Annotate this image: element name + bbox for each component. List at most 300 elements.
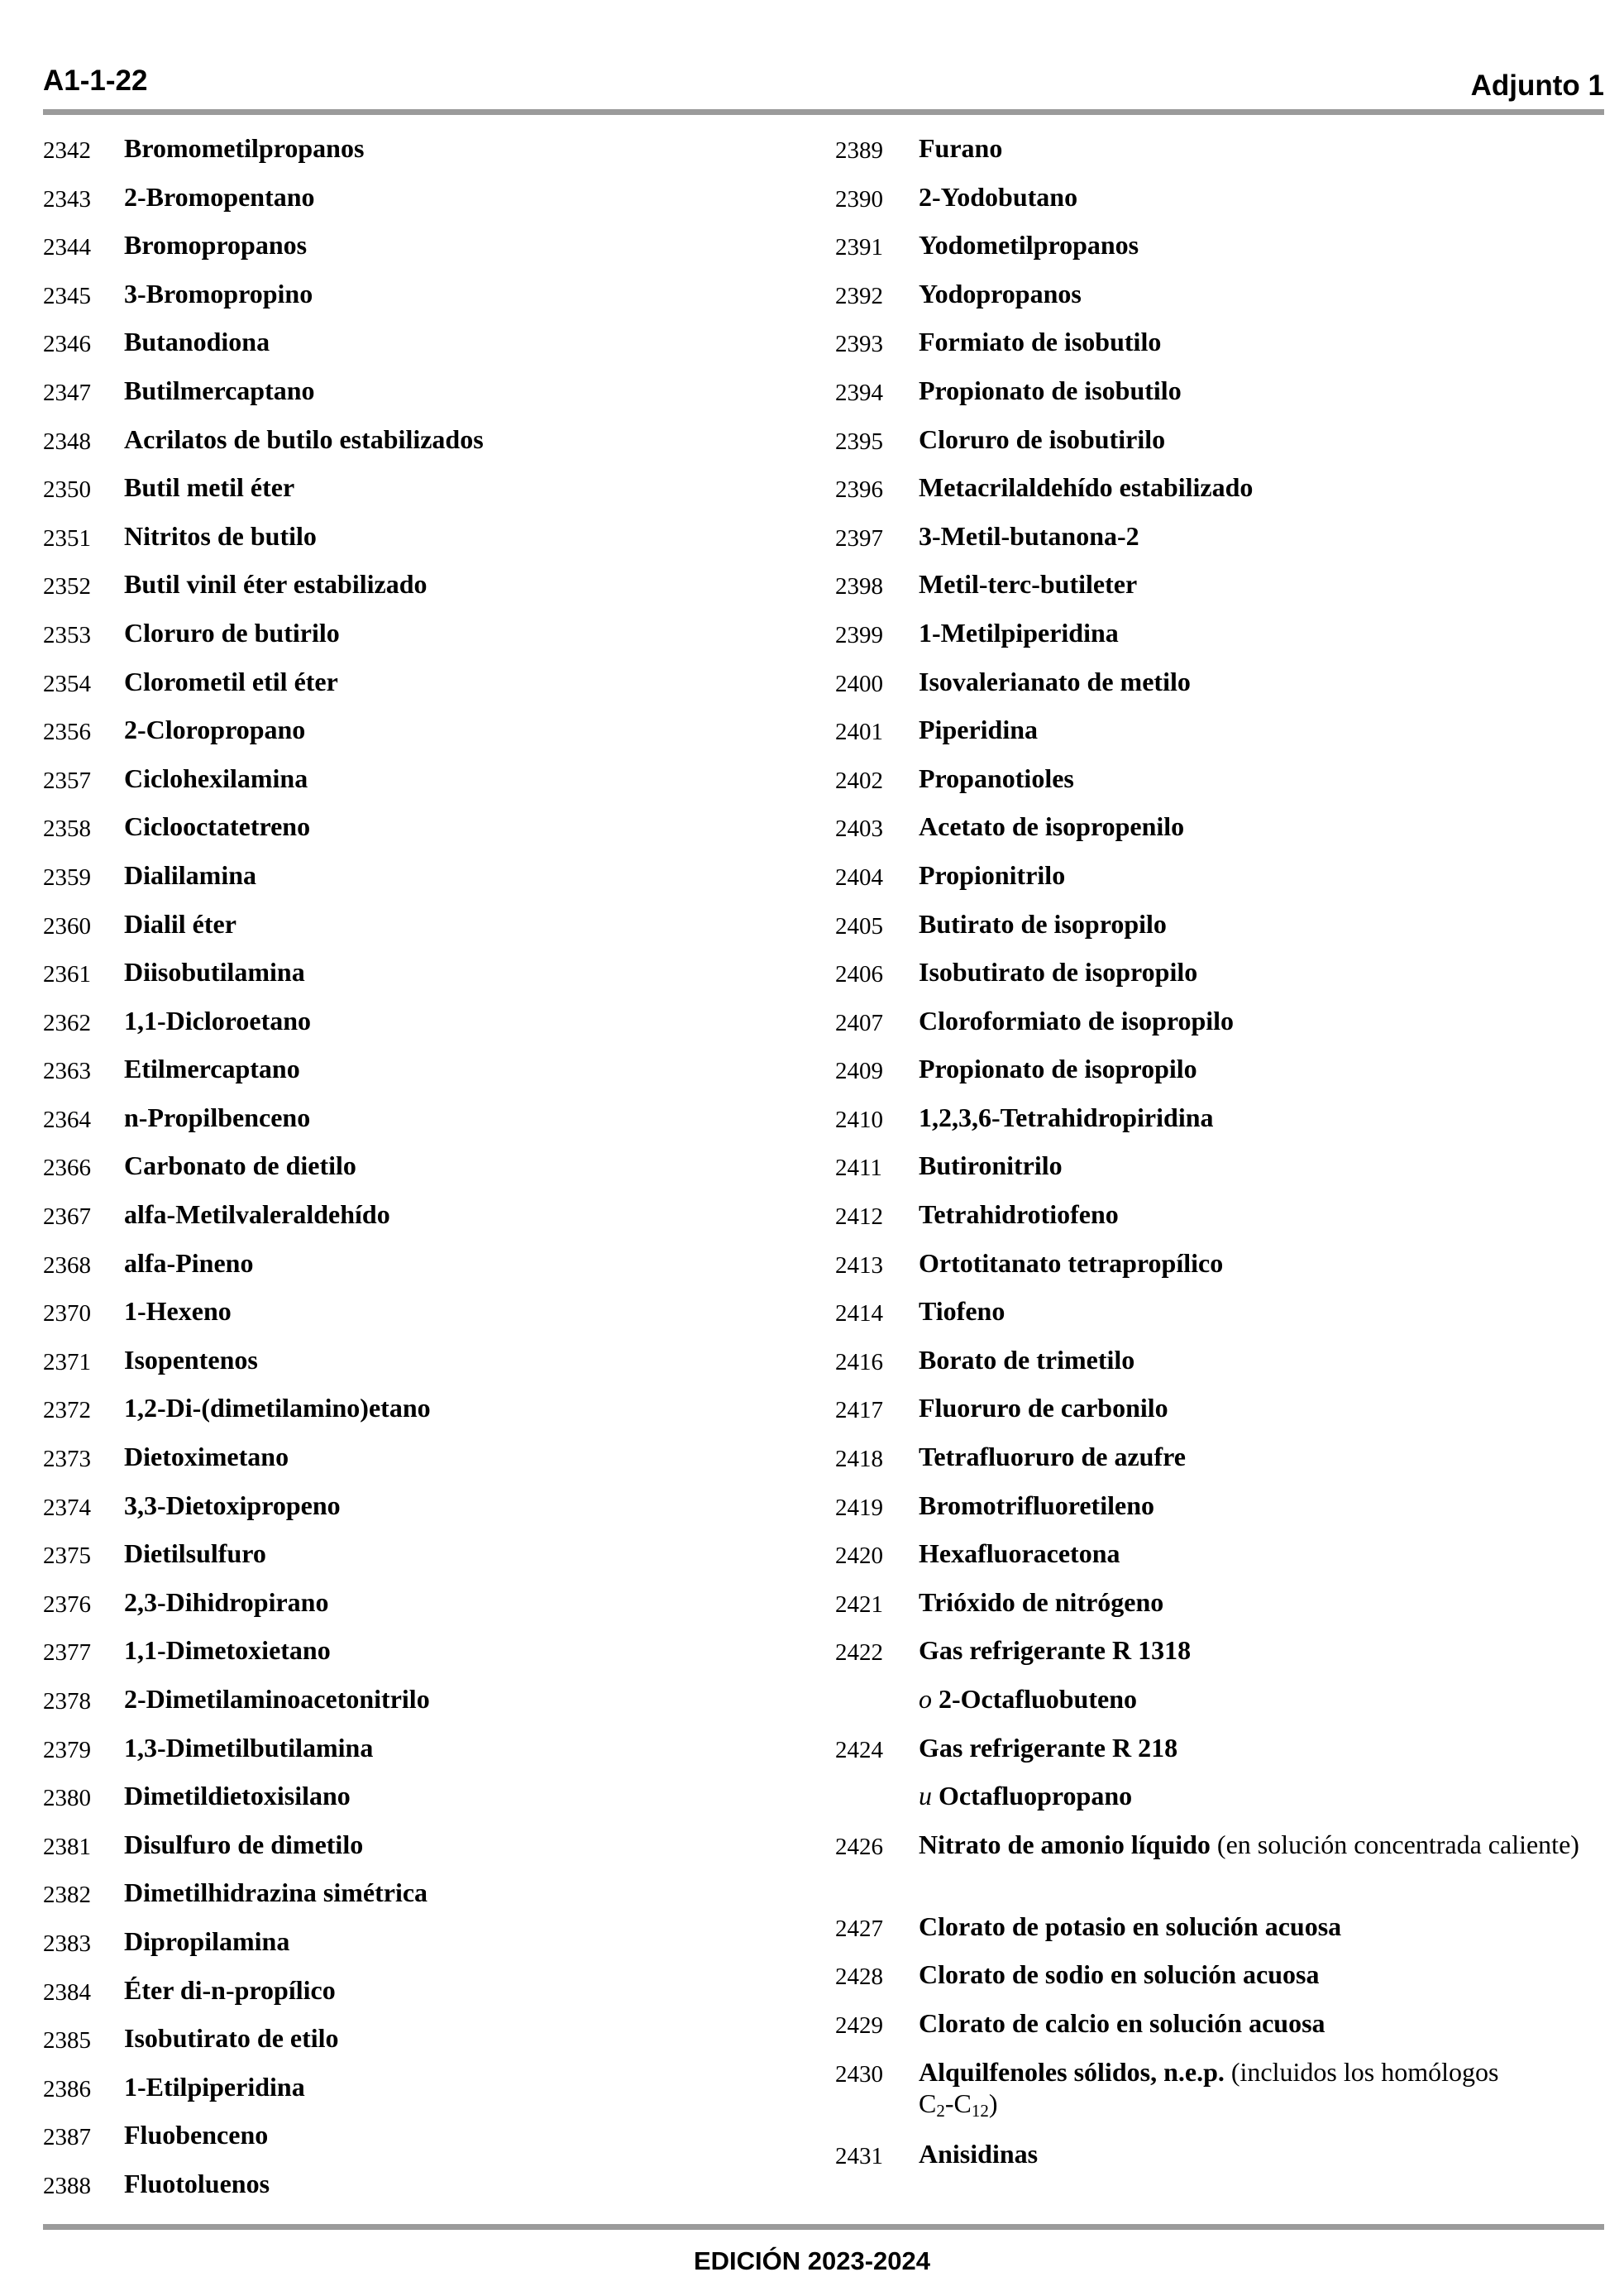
substance-name-text: Octafluopropano (939, 1781, 1133, 1811)
un-number: 2412 (835, 1203, 883, 1231)
un-number: 2390 (835, 185, 883, 213)
list-item (43, 423, 787, 472)
substance-name (919, 326, 1161, 357)
substance-name-text: Anisidinas (919, 2138, 1039, 2169)
list-item (835, 1586, 1579, 1635)
substance-name (124, 956, 305, 988)
list-item (835, 1911, 1579, 1959)
footer-rule (43, 2224, 1604, 2230)
substance-name-text: Metil-terc-butileter (919, 569, 1138, 600)
un-number: 2396 (835, 476, 883, 504)
un-number: 2413 (835, 1251, 883, 1279)
list-item (43, 1150, 787, 1198)
substance-name (124, 1634, 331, 1666)
substance-name-text: 1,2,3,6-Tetrahidropiridina (919, 1102, 1214, 1132)
substance-name (124, 811, 310, 842)
list-item (43, 229, 787, 278)
list-item (835, 132, 1579, 181)
un-number (835, 1683, 919, 1688)
un-number: 2409 (835, 1058, 883, 1085)
un-number: 2343 (43, 185, 91, 213)
substance-name-text: alfa-Metilvaleraldehído (124, 1199, 390, 1230)
list-item (43, 1634, 787, 1683)
list-item (43, 1247, 787, 1296)
substance-name (124, 181, 315, 213)
substance-name-text: 2-Bromopentano (124, 181, 315, 212)
substance-name (124, 1877, 427, 1908)
substance-name-text: Éter di-n-propílico (124, 1974, 336, 2005)
list-item (43, 1683, 787, 1732)
substance-name (124, 326, 270, 357)
substance-name (124, 471, 294, 503)
substance-name (124, 1441, 289, 1472)
un-number: 2357 (43, 767, 91, 794)
un-number: 2370 (43, 1300, 91, 1327)
substance-name (124, 568, 427, 600)
substance-name (124, 1683, 430, 1715)
substance-name-text: Fluobenceno (124, 2120, 269, 2150)
list-item (835, 1344, 1579, 1393)
substance-name-text: Propionato de isopropilo (919, 1054, 1197, 1084)
un-number: 2348 (43, 428, 91, 455)
document-code: A1-1-22 (43, 65, 148, 97)
un-number: 2406 (835, 961, 883, 988)
un-number: 2391 (835, 234, 883, 261)
list-item (835, 229, 1579, 278)
substance-name (919, 666, 1191, 697)
substance-name (124, 1925, 289, 1957)
list-item (835, 617, 1579, 666)
substance-name-text: 1,2-Di-(dimetilamino)etano (124, 1393, 431, 1423)
substance-name-text: Isobutirato de isopropilo (919, 957, 1198, 988)
list-item (43, 1441, 787, 1490)
un-number: 2419 (835, 1494, 883, 1521)
un-number: 2372 (43, 1397, 91, 1424)
un-number: 2344 (43, 234, 91, 261)
substance-name (124, 2022, 339, 2054)
un-number: 2421 (835, 1590, 883, 1618)
substance-name (124, 1586, 328, 1618)
un-number: 2377 (43, 1639, 91, 1667)
list-item (835, 520, 1579, 569)
substance-name (124, 617, 340, 648)
substance-name (124, 714, 305, 745)
list-item (835, 859, 1579, 908)
un-number: 2398 (835, 573, 883, 600)
substance-name-text: Dimetilhidrazina simétrica (124, 1877, 428, 1908)
substance-name-text: 3-Metil-butanona-2 (919, 520, 1139, 551)
un-number: 2401 (835, 719, 883, 746)
un-number: 2427 (835, 1915, 883, 1942)
substance-name-text: Gas refrigerante R 1318 (919, 1635, 1192, 1666)
list-item (835, 666, 1579, 715)
un-number: 2380 (43, 1785, 91, 1812)
list-item (835, 714, 1579, 763)
substance-name (124, 2168, 270, 2199)
substance-name-text: 1,1-Dimetoxietano (124, 1635, 331, 1666)
substance-name-text: Piperidina (919, 715, 1039, 745)
un-number: 2352 (43, 573, 91, 600)
substance-name-text: Butirato de isopropilo (919, 908, 1167, 939)
un-number: 2386 (43, 2075, 91, 2102)
list-item (43, 714, 787, 763)
section-title: Adjunto 1 (1470, 69, 1604, 102)
un-number: 2371 (43, 1348, 91, 1375)
substance-name (919, 375, 1182, 406)
substance-name (919, 1295, 1005, 1327)
un-number: 2402 (835, 767, 883, 794)
list-item (43, 1538, 787, 1586)
un-number: 2360 (43, 912, 91, 940)
conjunction: u (919, 1781, 932, 1811)
un-number: 2356 (43, 719, 91, 746)
list-item (835, 1683, 1579, 1732)
substance-name (919, 1538, 1120, 1569)
substance-name-text: 2-Cloropropano (124, 715, 306, 745)
substance-name-text: Clorato de calcio en solución acuosa (919, 2007, 1325, 2038)
substance-name-text: 1-Metilpiperidina (919, 617, 1119, 648)
substance-name (919, 714, 1038, 745)
un-number: 2430 (835, 2060, 883, 2088)
substance-name-text: Ortotitanato tetrapropílico (919, 1247, 1224, 1278)
substance-name (919, 859, 1065, 891)
substance-name-text: Dietilsulfuro (124, 1538, 266, 1569)
substance-name (919, 1441, 1186, 1472)
un-number: 2384 (43, 1978, 91, 2006)
substance-name (124, 132, 364, 164)
list-item (43, 1829, 787, 1877)
substance-name-text: n-Propilbenceno (124, 1102, 311, 1132)
substance-name-text: Furano (919, 133, 1003, 163)
list-item (43, 763, 787, 811)
substance-name (124, 666, 338, 697)
list-item (835, 181, 1579, 230)
list-item (835, 1490, 1579, 1538)
substance-name (124, 1102, 310, 1133)
substance-name (919, 1829, 1579, 1860)
un-number: 2383 (43, 1930, 91, 1957)
substance-name-text: Cloruro de butirilo (124, 617, 340, 648)
un-number: 2346 (43, 331, 91, 358)
substance-name-text: Butil vinil éter estabilizado (124, 569, 427, 600)
substance-name (124, 1392, 431, 1423)
list-item (835, 908, 1579, 957)
un-number: 2418 (835, 1446, 883, 1473)
substance-name (919, 1247, 1223, 1279)
list-item (835, 1198, 1579, 1247)
un-number: 2392 (835, 282, 883, 309)
substance-name-text: Dialilamina (124, 859, 257, 890)
substance-name (919, 1911, 1341, 1942)
un-number: 2399 (835, 621, 883, 648)
un-number: 2431 (835, 2142, 883, 2169)
formula-sub: 2 (936, 2100, 945, 2121)
un-number: 2400 (835, 670, 883, 697)
substance-name-text: Etilmercaptano (124, 1054, 300, 1084)
list-item (835, 1959, 1579, 2007)
list-item (43, 2022, 787, 2071)
header-rule (43, 109, 1604, 115)
un-number: 2382 (43, 1882, 91, 1909)
substance-name-text: Hexafluoracetona (919, 1538, 1120, 1569)
list-item (43, 181, 787, 230)
un-number: 2422 (835, 1639, 883, 1667)
list-item (835, 471, 1579, 520)
list-item (835, 1634, 1579, 1683)
substance-name-text: Nitritos de butilo (124, 520, 317, 551)
un-number: 2407 (835, 1009, 883, 1036)
list-item (43, 278, 787, 327)
substance-name-text: Isovalerianato de metilo (919, 666, 1191, 696)
substance-name (919, 1005, 1234, 1036)
substance-name-text: Metacrilaldehído estabilizado (919, 472, 1254, 503)
substance-name (919, 1392, 1168, 1423)
substance-name (919, 278, 1082, 309)
un-number: 2347 (43, 379, 91, 406)
substance-name-text: Clorometil etil éter (124, 666, 338, 696)
substance-name-text: Disulfuro de dimetilo (124, 1829, 364, 1859)
substance-name (919, 1102, 1214, 1133)
substance-name-text: Alquilfenoles sólidos, n.e.p. (919, 2056, 1225, 2087)
substance-name-text: 1-Hexeno (124, 1296, 232, 1327)
un-number: 2397 (835, 524, 883, 552)
un-number: 2373 (43, 1446, 91, 1473)
substance-name (124, 229, 307, 261)
substance-name (124, 1829, 363, 1860)
formula (919, 2088, 998, 2121)
list-item (43, 1490, 787, 1538)
substance-name (919, 1053, 1197, 1084)
substance-name-text: Butil metil éter (124, 472, 295, 503)
substance-name (919, 181, 1077, 213)
substance-name (124, 763, 308, 794)
list-item (43, 2168, 787, 2217)
substance-name (124, 1974, 336, 2006)
un-number: 2429 (835, 2011, 883, 2039)
substance-name-text: Carbonato de dietilo (124, 1150, 356, 1181)
substance-name (124, 1490, 341, 1521)
un-number: 2395 (835, 428, 883, 455)
substance-name (919, 617, 1119, 648)
un-number: 2354 (43, 670, 91, 697)
substance-name (124, 278, 313, 309)
list-item (835, 375, 1579, 423)
list-item (43, 471, 787, 520)
un-number: 2388 (43, 2172, 91, 2199)
substance-note: (incluidos los homólogos (1230, 2056, 1499, 2087)
substance-name (124, 2071, 305, 2102)
substance-name (919, 568, 1137, 600)
list-item (43, 1053, 787, 1102)
substance-name-text: Propionitrilo (919, 859, 1066, 890)
un-number: 2359 (43, 863, 91, 891)
un-number: 2353 (43, 621, 91, 648)
un-number: 2424 (835, 1736, 883, 1763)
left-column (43, 132, 787, 2217)
substance-name-text: Bromotrifluoretileno (919, 1490, 1154, 1520)
substance-name (919, 908, 1167, 940)
un-number: 2376 (43, 1590, 91, 1618)
substance-name-text: 2-Octafluobuteno (939, 1684, 1137, 1714)
substance-name (124, 1780, 351, 1811)
formula-close: ) (988, 2088, 998, 2118)
un-number: 2366 (43, 1155, 91, 1182)
list-item (43, 1586, 787, 1635)
list-item (43, 617, 787, 666)
substance-name (124, 1053, 300, 1084)
list-item (835, 423, 1579, 472)
substance-name (919, 2056, 1498, 2119)
list-item (43, 2071, 787, 2120)
un-number: 2361 (43, 961, 91, 988)
un-number: 2381 (43, 1833, 91, 1860)
list-item (835, 326, 1579, 375)
list-item (43, 1344, 787, 1393)
substance-name-text: Clorato de sodio en solución acuosa (919, 1959, 1320, 1990)
substance-name (919, 471, 1253, 503)
un-number: 2411 (835, 1155, 882, 1182)
un-number: 2420 (835, 1543, 883, 1570)
list-item (43, 132, 787, 181)
substance-name (919, 2138, 1038, 2169)
un-number: 2342 (43, 137, 91, 164)
substance-name (919, 811, 1184, 842)
substance-name-text: Clorato de potasio en solución acuosa (919, 1911, 1342, 1941)
substance-name (124, 2119, 268, 2150)
list-item (43, 1925, 787, 1974)
substance-name-text: Isopentenos (124, 1344, 258, 1375)
substance-name-text: Tetrafluoruro de azufre (919, 1442, 1186, 1472)
list-item (835, 1392, 1579, 1441)
un-number: 2410 (835, 1106, 883, 1133)
substance-name (919, 763, 1074, 794)
substance-name-text: 1,1-Dicloroetano (124, 1005, 312, 1036)
substance-name-text: Borato de trimetilo (919, 1344, 1135, 1375)
list-item (835, 1053, 1579, 1102)
substance-name-text: Ciclooctatetreno (124, 811, 311, 842)
substance-name-text: Ciclohexilamina (124, 763, 308, 793)
substance-name (919, 1634, 1191, 1666)
substance-name-text: Cloroformiato de isopropilo (919, 1005, 1235, 1036)
list-item (43, 1392, 787, 1441)
un-number: 2379 (43, 1736, 91, 1763)
list-item (43, 568, 787, 617)
substance-name (919, 1780, 1132, 1811)
substance-name (919, 520, 1139, 552)
list-item (835, 1829, 1579, 1911)
conjunction: o (919, 1684, 932, 1714)
un-number: 2403 (835, 816, 883, 843)
un-number: 2405 (835, 912, 883, 940)
substance-name (124, 375, 315, 406)
substance-name (919, 1490, 1154, 1521)
list-item (43, 2119, 787, 2168)
substance-name-text: Isobutirato de etilo (124, 2023, 339, 2054)
formula-c: C (919, 2088, 937, 2118)
substance-name (124, 1150, 356, 1181)
substance-name-text: Yodometilpropanos (919, 230, 1139, 261)
list-item (835, 1295, 1579, 1344)
substance-name-text: Butanodiona (124, 327, 270, 357)
un-number: 2358 (43, 816, 91, 843)
un-number: 2362 (43, 1009, 91, 1036)
un-number: 2364 (43, 1106, 91, 1133)
un-number: 2378 (43, 1688, 91, 1715)
substance-name (124, 908, 236, 940)
substance-name (124, 520, 317, 552)
substance-name-text: Fluoruro de carbonilo (919, 1393, 1168, 1423)
un-number: 2350 (43, 476, 91, 504)
list-item (43, 1877, 787, 1925)
list-item (43, 1974, 787, 2023)
list-item (835, 1247, 1579, 1296)
un-number: 2345 (43, 282, 91, 309)
un-number: 2416 (835, 1348, 883, 1375)
substance-name-text: Butilmercaptano (124, 375, 315, 405)
list-item (43, 1732, 787, 1781)
substance-name (124, 859, 256, 891)
substance-name-text: Dipropilamina (124, 1925, 290, 1956)
substance-name (124, 1344, 258, 1375)
substance-name (919, 1198, 1119, 1230)
list-item (835, 1150, 1579, 1198)
substance-name (124, 1732, 373, 1763)
list-item (835, 763, 1579, 811)
un-number: 2351 (43, 524, 91, 552)
substance-name-text: 3-Bromopropino (124, 278, 313, 309)
substance-name-text: Diisobutilamina (124, 957, 305, 988)
substance-name (124, 423, 484, 455)
un-number: 2428 (835, 1964, 883, 1991)
substance-name-text: Bromopropanos (124, 230, 308, 261)
un-number: 2368 (43, 1251, 91, 1279)
substance-name-text: 2,3-Dihidropirano (124, 1586, 329, 1617)
list-item (835, 956, 1579, 1005)
list-item (43, 666, 787, 715)
edition-footer: EDICIÓN 2023-2024 (693, 2246, 931, 2275)
substance-name-text: Gas refrigerante R 218 (919, 1732, 1178, 1763)
substance-name (919, 1732, 1177, 1763)
substance-name-text: Acetato de isopropenilo (919, 811, 1185, 842)
substance-name (124, 1295, 232, 1327)
substance-name (919, 1344, 1134, 1375)
un-number: 2389 (835, 137, 883, 164)
list-item (43, 859, 787, 908)
un-number: 2375 (43, 1543, 91, 1570)
substance-name-text: Formiato de isobutilo (919, 327, 1162, 357)
substance-name-text: Nitrato de amonio líquido (919, 1829, 1211, 1859)
list-item (835, 2138, 1579, 2187)
list-item (835, 1102, 1579, 1150)
un-number: 2387 (43, 2124, 91, 2151)
substance-name-text: Cloruro de isobutirilo (919, 423, 1166, 454)
list-item (835, 2056, 1579, 2138)
substance-name-text: Propanotioles (919, 763, 1074, 793)
formula-dash: -C (944, 2088, 972, 2118)
substance-name-text: 2-Yodobutano (919, 181, 1078, 212)
substance-name (124, 1198, 390, 1230)
substance-name-text: alfa-Pineno (124, 1247, 254, 1278)
list-item (835, 568, 1579, 617)
un-number: 2394 (835, 379, 883, 406)
substance-name-text: Fluotoluenos (124, 2168, 270, 2198)
list-item (835, 1005, 1579, 1054)
substance-name-text: Propionato de isobutilo (919, 375, 1182, 405)
substance-name-text: Tetrahidrotiofeno (919, 1199, 1119, 1230)
substance-name-text: Dietoximetano (124, 1442, 289, 1472)
substance-name-text: 2-Dimetilaminoacetonitrilo (124, 1684, 430, 1714)
list-item (43, 375, 787, 423)
